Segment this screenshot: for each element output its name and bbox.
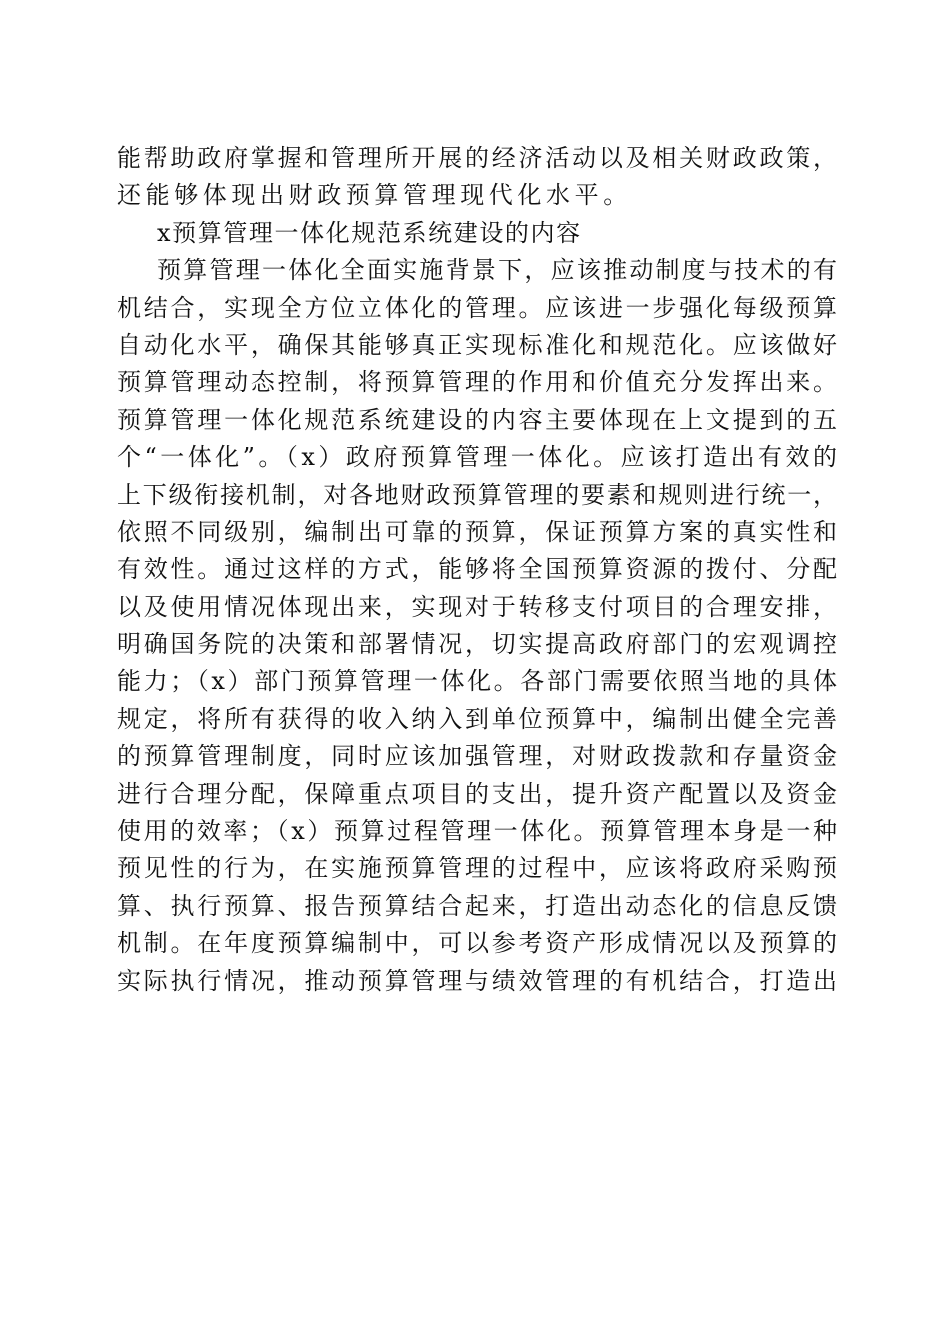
text-line: 使用的效率；（x）预算过程管理一体化。预算管理本身是一种	[117, 817, 837, 846]
text-line: 规定，将所有获得的收入纳入到单位预算中，编制出健全完善	[117, 704, 837, 733]
text-line: 个“一体化”。（x）政府预算管理一体化。应该打造出有效的	[117, 443, 837, 472]
heading-text: x预算管理一体化规范系统建设的内容	[157, 218, 582, 247]
paragraph-1	[117, 140, 837, 215]
text-line: 有效性。通过这样的方式，能够将全国预算资源的拨付、分配	[117, 555, 837, 584]
text-line: 的预算管理制度，同时应该加强管理，对财政拨款和存量资金	[117, 742, 837, 771]
text-line: 预见性的行为，在实施预算管理的过程中，应该将政府采购预	[117, 854, 837, 883]
text-line: 机结合，实现全方位立体化的管理。应该进一步强化每级预算	[117, 293, 837, 322]
text-line: 能帮助政府掌握和管理所开展的经济活动以及相关财政政策，	[117, 144, 837, 172]
document-body	[117, 140, 837, 1000]
section-heading	[117, 215, 837, 252]
text-line: 机制。在年度预算编制中，可以参考资产形成情况以及预算的	[117, 929, 837, 958]
text-line: 上下级衔接机制，对各地财政预算管理的要素和规则进行统一，	[117, 480, 837, 509]
text-line: 预算管理一体化全面实施背景下，应该推动制度与技术的有	[157, 256, 837, 285]
paragraph-2	[117, 252, 837, 1000]
text-line: 依照不同级别，编制出可靠的预算，保证预算方案的真实性和	[117, 517, 837, 546]
text-line: 还能够体现出财政预算管理现代化水平。	[117, 181, 632, 210]
text-line: 预算管理动态控制，将预算管理的作用和价值充分发挥出来。	[117, 368, 837, 397]
text-line: 进行合理分配，保障重点项目的支出，提升资产配置以及资金	[117, 779, 837, 808]
text-line: 自动化水平，确保其能够真正实现标准化和规范化。应该做好	[117, 330, 837, 359]
text-line: 实际执行情况，推动预算管理与绩效管理的有机结合，打造出	[117, 966, 837, 995]
text-line: 以及使用情况体现出来，实现对于转移支付项目的合理安排，	[117, 592, 837, 621]
text-line: 算、执行预算、报告预算结合起来，打造出动态化的信息反馈	[117, 891, 837, 920]
text-line: 明确国务院的决策和部署情况，切实提高政府部门的宏观调控	[117, 630, 837, 659]
text-line: 预算管理一体化规范系统建设的内容主要体现在上文提到的五	[117, 405, 837, 434]
text-line: 能力；（x）部门预算管理一体化。各部门需要依照当地的具体	[117, 667, 837, 696]
